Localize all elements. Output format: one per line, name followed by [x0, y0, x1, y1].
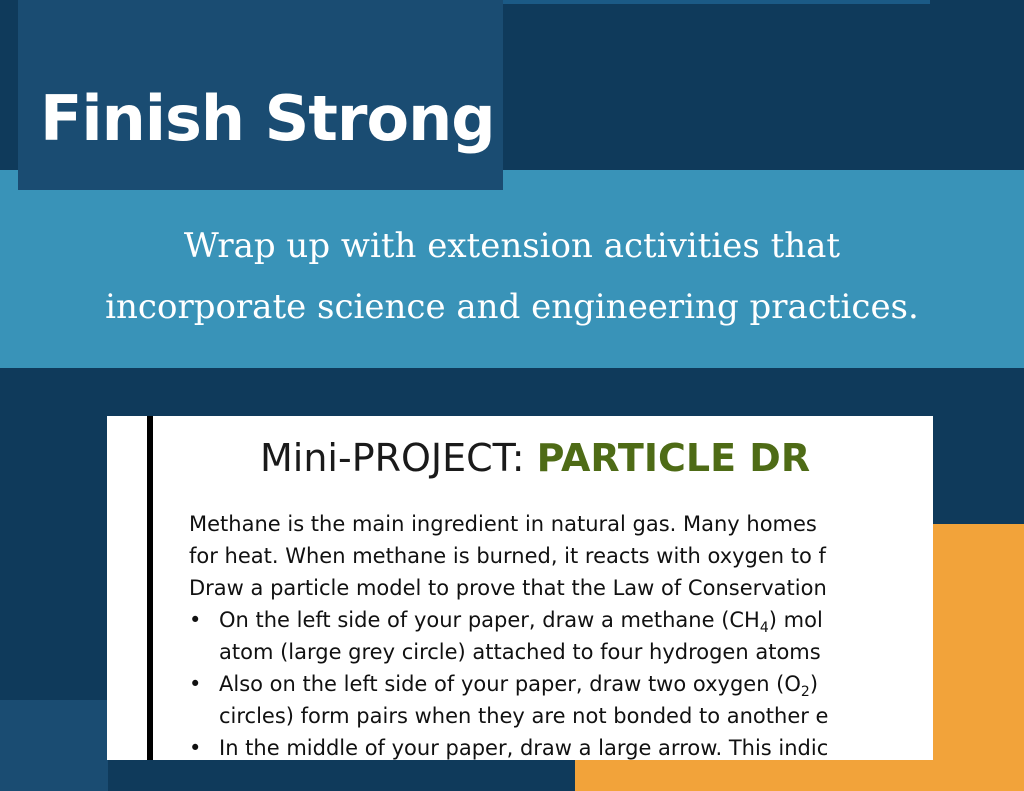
subtitle-line-2: incorporate science and engineering practices. [105, 287, 919, 327]
paragraph-line-1: Methane is the main ingredient in natural gas. Many homes [189, 512, 817, 536]
band-top-extension [503, 170, 1024, 190]
bullet-dot: • [189, 736, 202, 760]
bullet-2: • Also on the left side of your paper, draw two oxygen $(O_2)$ [189, 668, 933, 700]
bullet-dot: • [189, 608, 202, 632]
paragraph-line-3: Draw a particle model to prove that the Law of Conservation [189, 576, 827, 600]
page-title: Finish Strong [40, 82, 495, 155]
bullet-1: • On the left side of your paper, draw a methane $(CH_4)$ mol [189, 604, 933, 636]
paragraph-line-2: for heat. When methane is burned, it reacts with oxygen to f [189, 544, 826, 568]
heading-prefix: Mini-PROJECT: [260, 436, 537, 480]
bullet-dot: • [189, 672, 202, 696]
subtitle-line-1: Wrap up with extension activities that [183, 226, 841, 266]
bottom-navy-block [108, 760, 575, 791]
worksheet-body [189, 508, 933, 760]
bullet-2-continuation: circles) form pairs when they are not bonded to another e [219, 704, 829, 728]
subtitle [0, 216, 1024, 338]
heading-accent: PARTICLE DR [536, 436, 811, 480]
left-strip [0, 0, 18, 170]
bullet-1-continuation: atom (large grey circle) attached to four hydrogen atoms [219, 640, 821, 664]
title-box [18, 0, 503, 190]
bullet-3: • In the middle of your paper, draw a large arrow. This indic [189, 732, 933, 760]
worksheet-margin-bar [147, 416, 153, 760]
worksheet-preview [107, 416, 933, 760]
worksheet-heading [260, 436, 810, 480]
band-left-extension [0, 170, 18, 190]
bottom-left-block [0, 700, 108, 791]
